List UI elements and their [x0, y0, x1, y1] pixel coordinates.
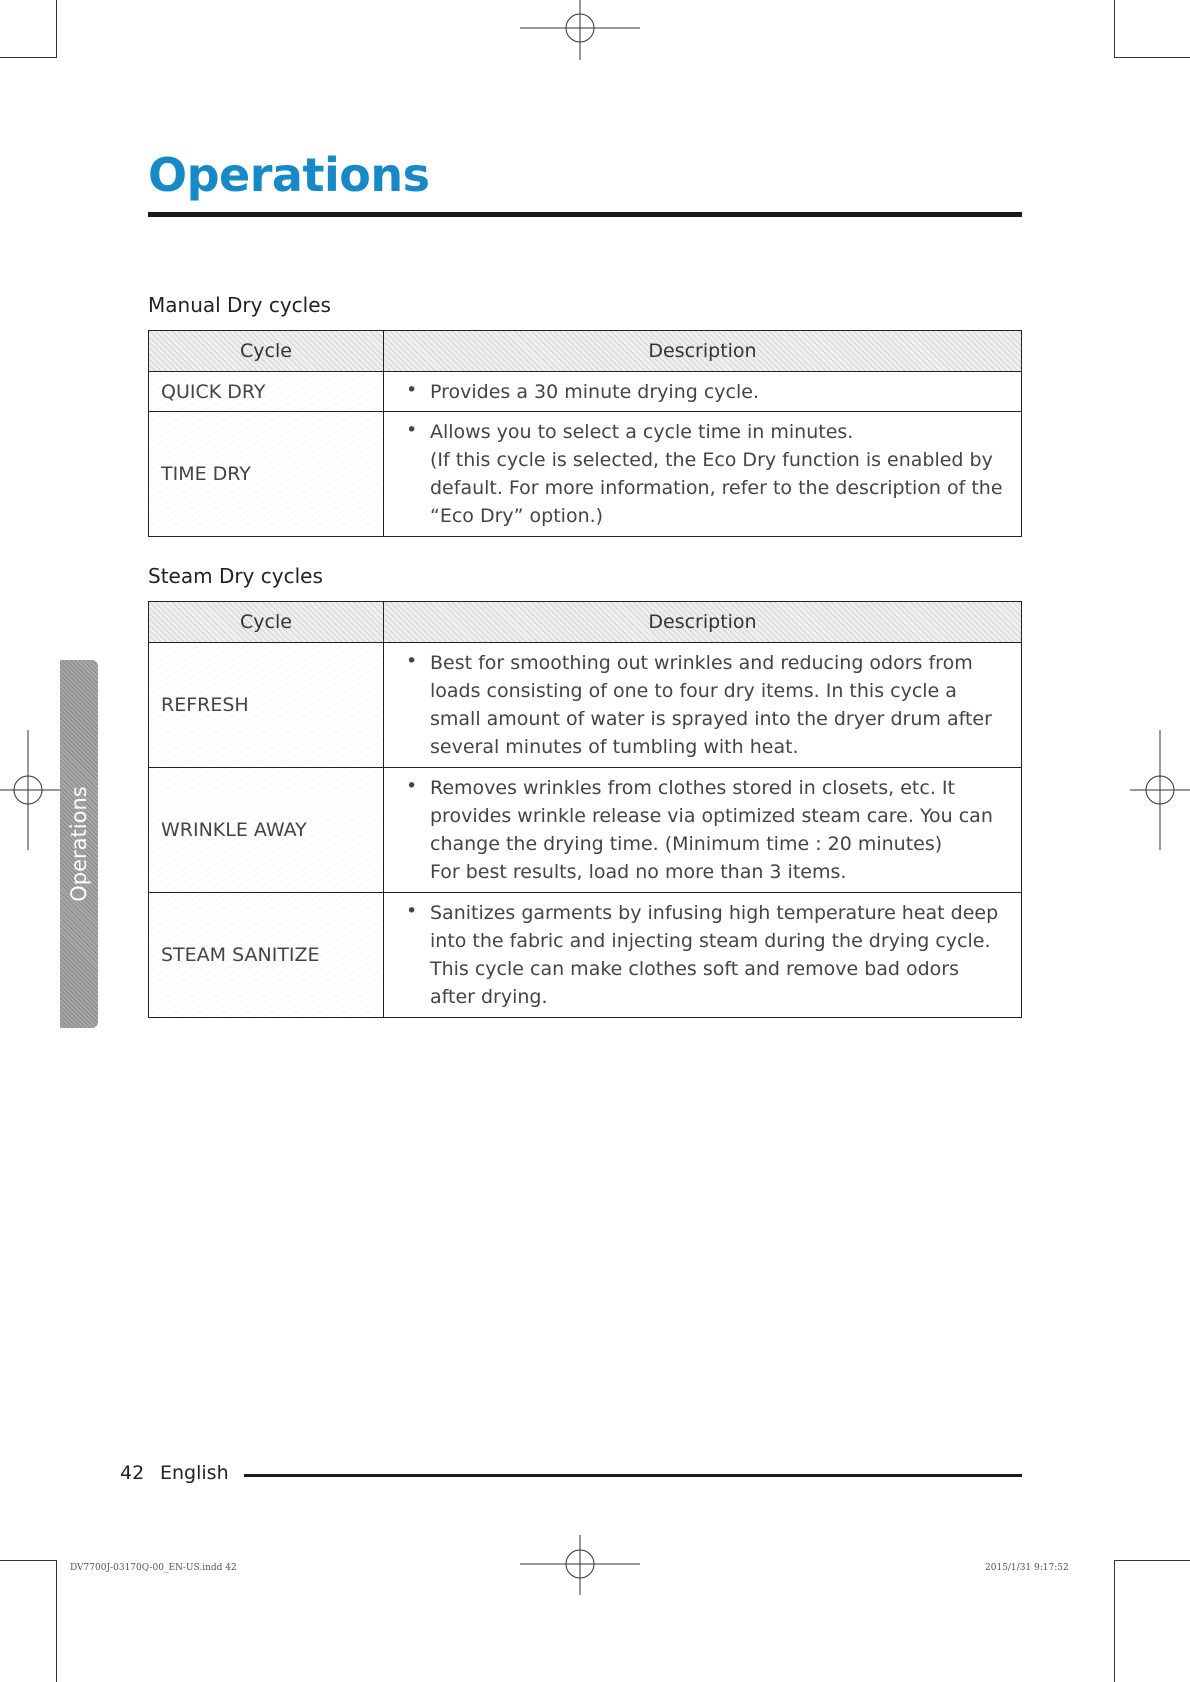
- registration-mark-left: [0, 730, 60, 850]
- cycle-name: TIME DRY: [149, 412, 384, 537]
- column-header-cycle: Cycle: [149, 602, 384, 643]
- print-slug-file: DV7700J-03170Q-00_EN-US.indd 42: [70, 1563, 237, 1573]
- manual-dry-heading: Manual Dry cycles: [148, 293, 331, 317]
- cycle-description: [384, 372, 1022, 412]
- table-row: [149, 412, 1022, 537]
- cycle-name: QUICK DRY: [149, 372, 384, 412]
- column-header-description: Description: [384, 602, 1022, 643]
- cycle-name: STEAM SANITIZE: [149, 893, 384, 1018]
- cycle-name: REFRESH: [149, 643, 384, 768]
- manual-dry-table: [148, 330, 1022, 537]
- table-row: [149, 893, 1022, 1018]
- description-text: Removes wrinkles from clothes stored in closets, etc. It provides wrinkle release via optimized steam care. You can change the drying time. (Minimum time : 20 minutes): [430, 777, 993, 855]
- cycle-description: [384, 768, 1022, 893]
- table-row: [149, 372, 1022, 412]
- side-tab-label: Operations: [67, 786, 91, 902]
- steam-dry-heading: Steam Dry cycles: [148, 564, 323, 588]
- bullet: •: [406, 419, 418, 441]
- description-text: Sanitizes garments by infusing high temperature heat deep into the fabric and injecting steam during the drying cycle. This cycle can make clothes soft and remove bad odors after drying.: [430, 902, 999, 1008]
- column-header-description: Description: [384, 331, 1022, 372]
- description-text: Allows you to select a cycle time in minutes.: [430, 421, 854, 443]
- table-header-row: [149, 602, 1022, 643]
- registration-mark-right: [1130, 730, 1190, 850]
- cycle-description: [384, 893, 1022, 1018]
- column-header-cycle: Cycle: [149, 331, 384, 372]
- title-rule: [148, 212, 1022, 217]
- footer-rule: [244, 1474, 1022, 1477]
- description-text: Provides a 30 minute drying cycle.: [430, 380, 759, 403]
- bullet: •: [406, 379, 418, 401]
- registration-mark-bottom: [520, 1535, 640, 1595]
- footer-language: English: [160, 1462, 229, 1484]
- page-number: 42: [120, 1462, 145, 1484]
- print-slug-timestamp: 2015/1/31 9:17:52: [985, 1563, 1069, 1573]
- cycle-description: [384, 412, 1022, 537]
- page-title: Operations: [148, 148, 430, 202]
- bullet: •: [406, 900, 418, 922]
- bullet: •: [406, 775, 418, 797]
- cycle-description: [384, 643, 1022, 768]
- bullet: •: [406, 650, 418, 672]
- table-header-row: [149, 331, 1022, 372]
- cycle-name: WRINKLE AWAY: [149, 768, 384, 893]
- table-row: [149, 643, 1022, 768]
- description-text: (If this cycle is selected, the Eco Dry function is enabled by default. For more information, refer to the description of the “Eco Dry” option.): [430, 449, 1003, 527]
- steam-dry-table: [148, 601, 1022, 1018]
- description-text: Best for smoothing out wrinkles and reducing odors from loads consisting of one to four dry items. In this cycle a small amount of water is sprayed into the dryer drum after several minutes of tumbling with heat.: [430, 652, 992, 758]
- registration-mark-top: [520, 0, 640, 60]
- description-text: For best results, load no more than 3 items.: [430, 861, 847, 883]
- table-row: [149, 768, 1022, 893]
